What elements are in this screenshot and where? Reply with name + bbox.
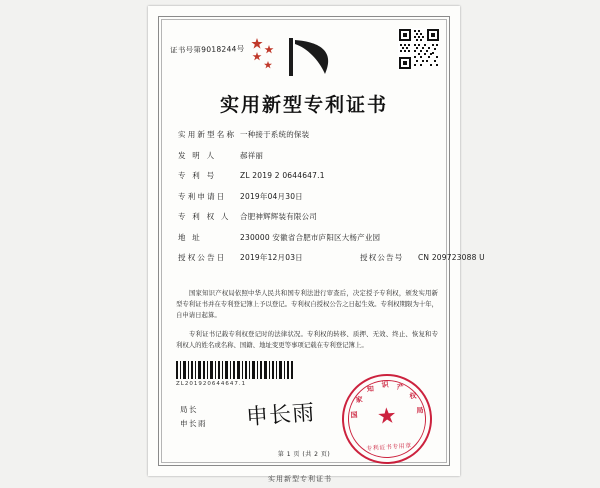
field-row [178, 151, 438, 161]
field-row [178, 192, 438, 202]
patent-office-logo [249, 34, 359, 80]
field-row [178, 233, 438, 243]
image-caption: 实用新型专利证书 [268, 475, 332, 483]
seal-char: 识 [381, 379, 389, 390]
office-director-label: 局长 [180, 405, 198, 414]
field-value: 2019年04月30日 [240, 191, 303, 201]
seal-char: 家 [355, 394, 363, 405]
field-value: 郝祥丽 [240, 150, 264, 160]
seal-bottom-text: 专利证书专用章 [366, 442, 412, 453]
field-label: 发 明 人 [178, 150, 217, 160]
body-paragraph: 专利证书记载专利权登记时的法律状况。专利权的转移、质押、无效、终止、恢复和专利权人的姓名或名称、国籍、地址变更等事项记载在专利登记簿上。 [176, 330, 438, 349]
field-value-secondary: CN 209723088 U [418, 253, 485, 262]
handwritten-signature: 申长雨 [245, 400, 316, 431]
certificate-serial-number: 证书号第9018244号 [169, 44, 245, 55]
field-value: 2019年12月03日 [240, 253, 303, 262]
certificate-sheet [148, 6, 485, 476]
certificate-title: 实用新型专利证书 [219, 94, 388, 116]
seal-char: 知 [366, 383, 375, 394]
field-value: 230000 安徽省合肥市庐阳区大杨产业园 [240, 232, 381, 242]
seal-char: 权 [409, 390, 417, 401]
qr-code-icon [398, 28, 440, 70]
field-label-secondary: 授权公告号 [360, 253, 404, 262]
field-label: 专 利 权 人 [178, 212, 231, 221]
field-row [178, 171, 438, 181]
field-label: 授权公告日 [178, 253, 227, 262]
certificate-body-text [176, 288, 438, 359]
field-value: 合肥神辉辉装有限公司 [240, 212, 317, 221]
field-label: 专利申请日 [178, 191, 227, 201]
field-value: 一种接于系统的保装 [240, 130, 310, 139]
field-label: 地 址 [178, 232, 202, 242]
seal-char: 产 [396, 381, 405, 392]
page-number: 第 1 页 (共 2 页) [277, 451, 331, 458]
field-row-publication [178, 253, 485, 263]
field-value: ZL 2019 2 0644647.1 [240, 171, 325, 180]
seal-star-icon: ★ [376, 403, 398, 430]
certificate-fields [178, 130, 485, 274]
barcode-number: ZL201920644647.1 [176, 381, 247, 387]
body-paragraph: 国家知识产权局依照中华人民共和国专利法进行审查后，决定授予专利权，颁发实用新型专利证书并在专利登记簿上予以登记。专利权自授权公告之日起生效。专利权期限为十年，自申请日起算。 [176, 289, 439, 319]
field-row [178, 212, 438, 222]
field-label: 实用新型名称 [178, 130, 237, 139]
field-row [178, 130, 438, 140]
field-label: 专 利 号 [178, 171, 217, 180]
seal-char: 局 [416, 405, 424, 415]
barcode-icon [176, 361, 294, 379]
seal-char: 国 [350, 410, 358, 420]
office-director-name: 申长雨 [180, 419, 207, 428]
